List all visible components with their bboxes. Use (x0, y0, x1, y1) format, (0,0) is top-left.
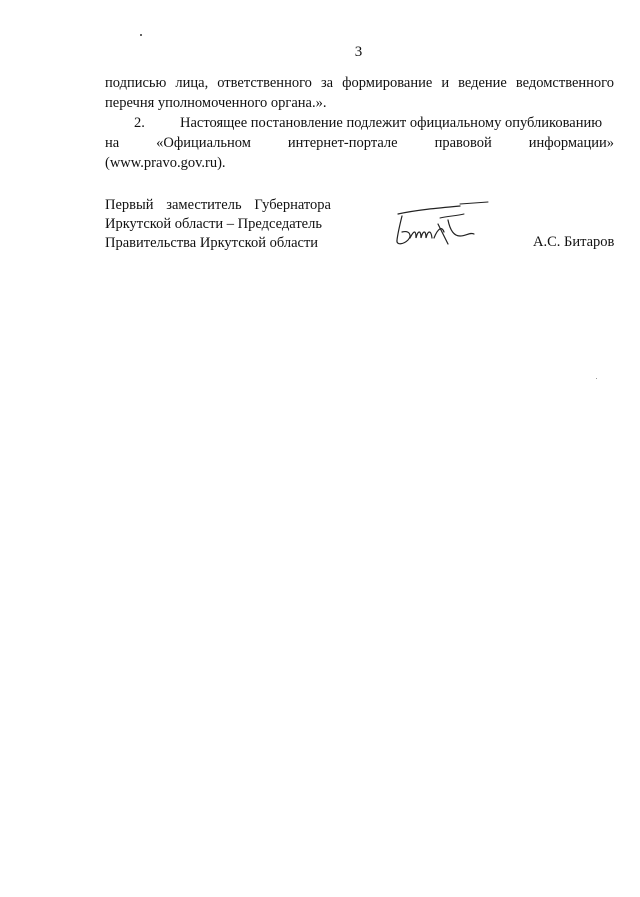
word: Губернатора (254, 197, 331, 213)
word: интернет-портале (287, 135, 398, 151)
paragraph-2-line-2 (105, 133, 614, 153)
word: и (441, 75, 450, 91)
paragraph-2-line-1 (105, 113, 614, 133)
word: ведомственного (515, 75, 614, 91)
paragraph-continuation (105, 73, 614, 113)
signatory-title-line-3: Правительства Иркутской области (105, 235, 319, 251)
word: ответственного (217, 75, 312, 91)
paragraph-number: 2. (134, 115, 145, 131)
scan-artifact-dot (140, 34, 142, 36)
word: формирование (342, 75, 433, 91)
word: подписью (105, 75, 167, 91)
word: за (320, 75, 334, 91)
handwritten-signature (388, 196, 498, 251)
word: Первый (105, 197, 154, 213)
word: правовой (434, 135, 492, 151)
scan-artifact-speck (596, 378, 597, 379)
paragraph-2-line-3: (www.pravo.gov.ru). (105, 155, 226, 171)
word: лица, (175, 75, 209, 91)
signatory-title (105, 196, 331, 253)
word: на (105, 135, 120, 151)
paragraph-continuation-line-1 (105, 73, 614, 93)
signatory-name: А.С. Битаров (533, 234, 615, 250)
paragraph-2-text: Настоящее постановление подлежит официальному опубликованию (180, 115, 603, 131)
word: «Официальном (156, 135, 251, 151)
word: заместитель (166, 197, 242, 213)
word: ведение (458, 75, 507, 91)
word: информации» (528, 135, 614, 151)
signatory-title-line-1 (105, 196, 331, 215)
paragraph-2 (105, 113, 614, 173)
page-number: 3 (354, 44, 363, 60)
paragraph-continuation-line-2: перечня уполномоченного органа.». (105, 95, 327, 111)
signatory-title-line-2: Иркутской области – Председатель (105, 216, 322, 232)
